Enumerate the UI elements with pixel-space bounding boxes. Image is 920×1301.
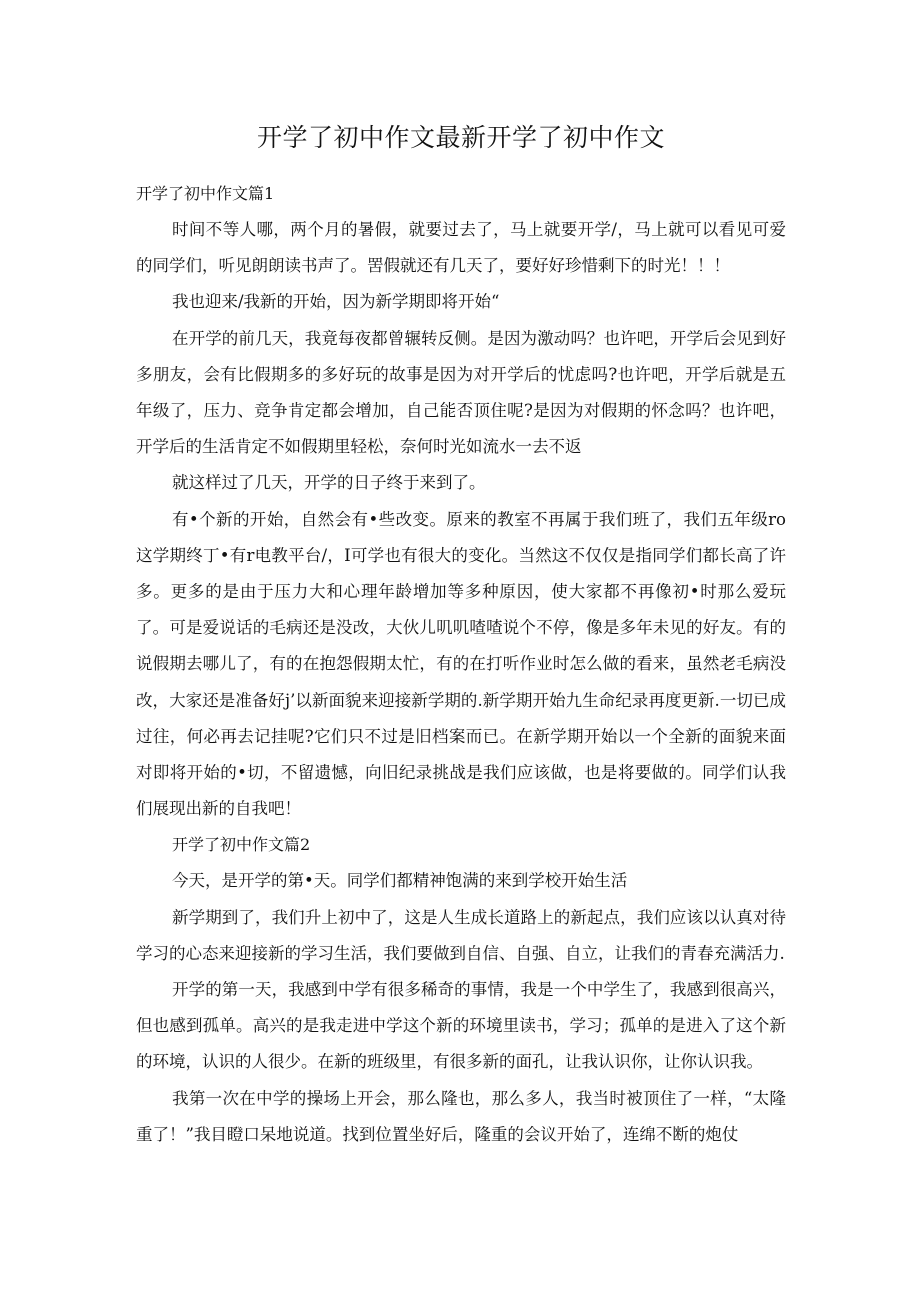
section-heading: 开学了初中作文篇2 [172,835,311,855]
section-heading: 开学了初中作文篇1 [136,184,275,203]
paragraph: 就这样过了几天，开学的日子终于来到了。 [172,473,486,493]
document-title: 开学了初中作文最新开学了初中作文 [256,123,665,152]
section-1 [136,176,786,827]
section-2 [136,827,786,1153]
paragraph: 我第一次在中学的操场上开会，那么隆也，那么多人，我当时被顶住了一样，“太隆重了！”我目瞪口呆地说道。找到位置坐好后，隆重的会议开始了，连绵不断的炮仗 [136,1088,786,1144]
paragraph: 新学期到了，我们升上初中了，这是人生成长道路上的新起点，我们应该以认真对待学习的心态来迎接新的学习生活，我们要做到自信、自强、自立，让我们的青春充满活力. [136,907,786,963]
paragraph: 我也迎来/我新的开始，因为新学期即将开始“ [172,292,500,312]
paragraph: 在开学的前几天，我竟每夜都曾辗转反侧。是因为激动吗？也许吧，开学后会见到好多朋友，会有比假期多的多好玩的故事是因为对开学后的忧虑吗?也许吧，开学后就是五年级了，压力、竞争肯定都会增加，自己能否顶住呢?是因为对假期的怀念吗？也许吧，开学后的生活肯定不如假期里轻松，奈何时光如流水一去不返 [136,328,786,457]
document-page [136,118,786,1153]
paragraph: 开学的第一天，我感到中学有很多稀奇的事情，我是一个中学生了，我感到很高兴，但也感到孤单。高兴的是我走进中学这个新的环境里读书，学习；孤单的是进入了这个新的环境，认识的人很少。在新的班级里，有很多新的面孔，让我认识你，让你认识我。 [136,980,786,1072]
paragraph: 时间不等人哪，两个月的暑假，就要过去了，马上就要开学/，马上就可以看见可爱的同学们，听见朗朗读书声了。罟假就还有几天了，要好好珍惜剩下的时光！！！ [136,220,786,276]
paragraph: 今天，是开学的第•天。同学们都精神饱满的来到学校开始生活 [172,871,628,891]
paragraph: 有•个新的开始，自然会有•些改变。原来的教室不再属于我们班了，我们五年级ro这学期终丁•有r电教平台/，I可学也有很大的变化。当然这不仅仅是指同学们都长高了许多。更多的是由于压力大和心理年龄增加等多种原因，使大家都不再像初•时那么爱玩了。可是爱说话的毛病还是没改，大伙儿叽叽喳喳说个不停，像是多年未见的好友。有的说假期去哪儿了，有的在抱怨假期太忙，有的在打听作业时怎么做的看来，虽然老毛病没改，大家还是准备好j’以新面貌来迎接新学期的.新学期开始九生命纪录再度更新.一切已成过往，何必再去记挂呢?它们只不过是旧档案而已。在新学期开始以一个全新的面貌来面对即将开始的•切，不留遗憾，向旧纪录挑战是我们应该做，也是将要做的。同学们认我们展现出新的自我吧！ [136,509,786,819]
